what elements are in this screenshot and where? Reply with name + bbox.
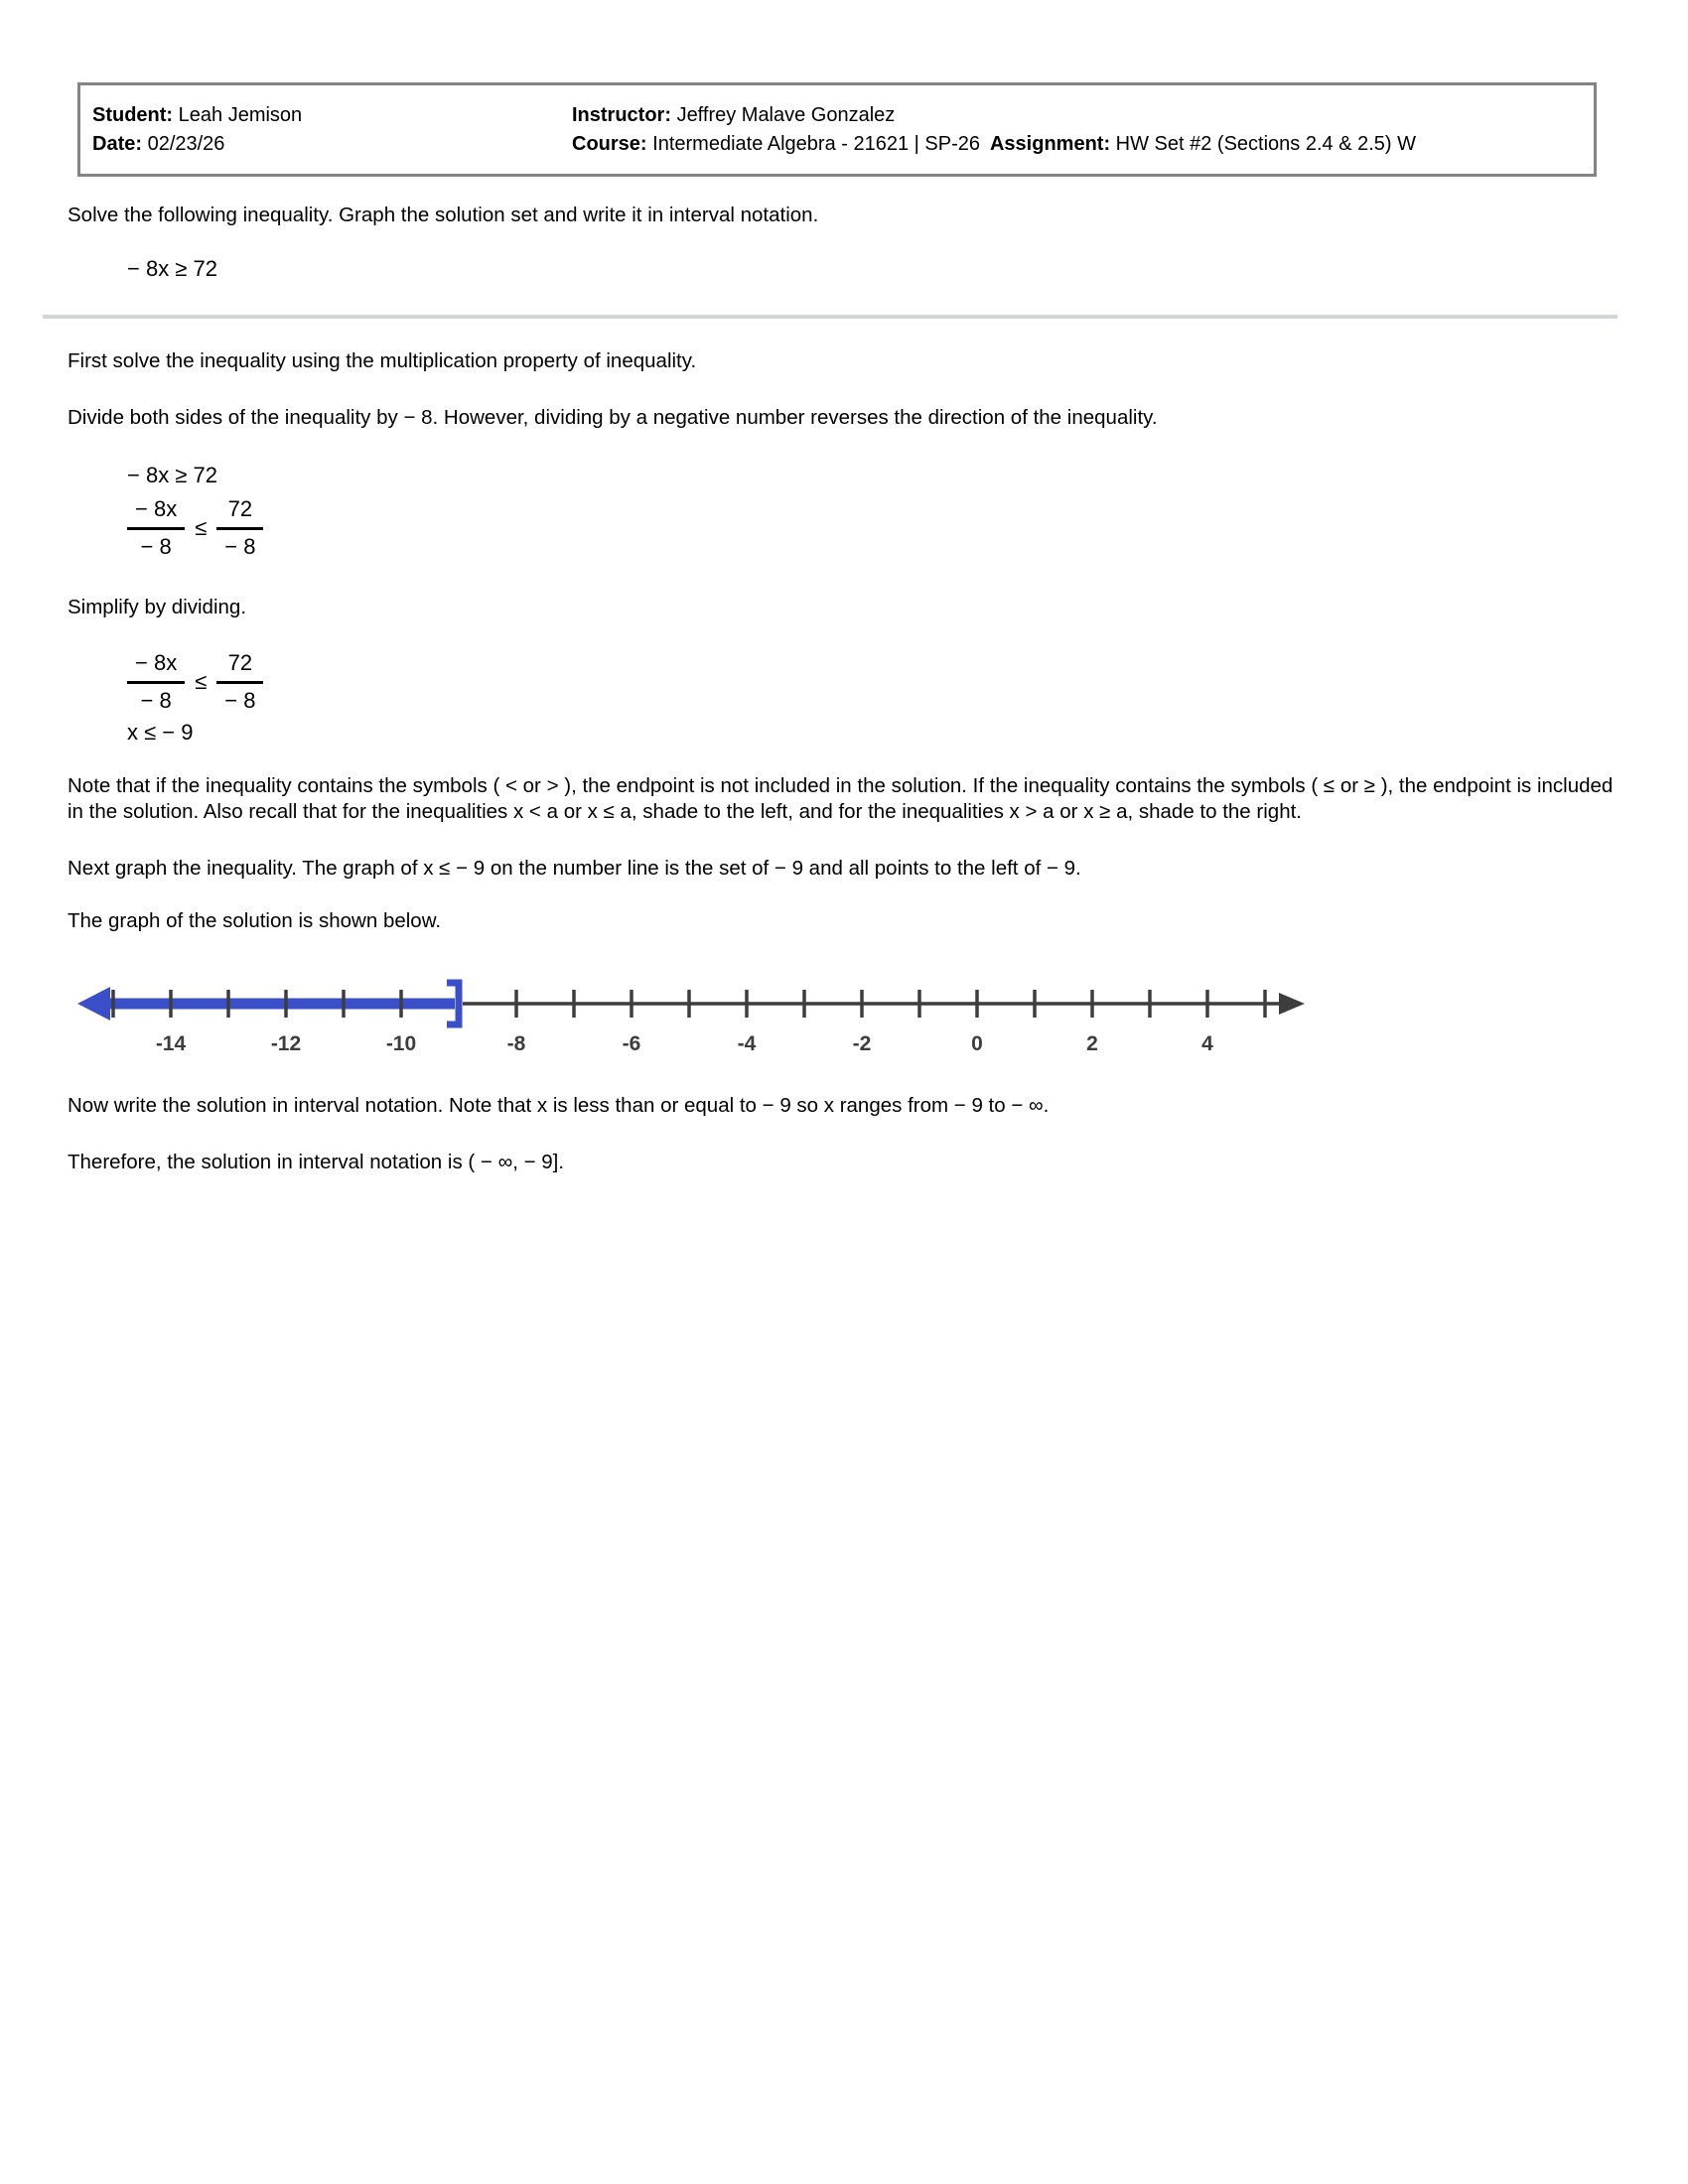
date-label: Date:	[92, 132, 143, 155]
date-value: 02/23/26	[147, 132, 225, 155]
svg-text:2: 2	[1086, 1032, 1098, 1056]
section-divider	[43, 315, 1618, 319]
svg-text:4: 4	[1201, 1032, 1213, 1056]
fraction-left-2-numerator: − 8x	[135, 649, 178, 675]
number-line-graph	[64, 964, 1618, 1071]
note-text: Note that if the inequality contains the symbols ( < or > ), the endpoint is not included in the solution. If the inequality contains the symbols ( ≤ or ≥ ), the endpoint is included in the solution. Also recall that for the inequalities x < a or x ≤ a, shade to the left, and for the inequalities x > a or x ≥ a, shade to the right.	[68, 773, 1614, 824]
fraction-right-2-numerator: 72	[227, 649, 253, 675]
svg-text:-2: -2	[852, 1032, 872, 1056]
fraction-right-denominator: − 8	[216, 527, 263, 562]
svg-text:0: 0	[971, 1032, 983, 1056]
svg-text:-14: -14	[155, 1032, 187, 1056]
course-label: Course:	[572, 132, 647, 155]
relation-symbol-2: ≤	[195, 668, 208, 694]
course-value: Intermediate Algebra - 21621 | SP-26	[652, 132, 980, 155]
student-name: Leah Jemison	[178, 103, 303, 126]
result-inequality: x ≤ − 9	[127, 720, 194, 746]
fraction-right	[216, 495, 263, 561]
date-field	[92, 130, 572, 159]
fraction-right-2	[216, 649, 263, 715]
header-right-column	[572, 101, 1582, 159]
graph-caption-text: The graph of the solution is shown below.	[68, 908, 442, 932]
svg-text:-10: -10	[385, 1032, 417, 1056]
fraction-right-numerator: 72	[227, 496, 253, 522]
assignment-label: Assignment:	[989, 132, 1111, 155]
instructor-name: Jeffrey Malave Gonzalez	[676, 103, 896, 126]
relation-symbol: ≤	[195, 514, 208, 540]
fraction-left-2-denominator: − 8	[127, 681, 185, 716]
fraction-left	[127, 495, 185, 561]
problem-inequality: − 8x ≥ 72	[127, 255, 217, 281]
instructor-field	[572, 101, 1582, 130]
fraction-left-denominator: − 8	[127, 527, 185, 562]
division-step-row	[127, 495, 1618, 561]
interval-intro-text: Now write the solution in interval notation. Note that x is less than or equal to − 9 so x ranges from − 9 to − ∞.	[68, 1093, 1050, 1117]
step-divide-text: Divide both sides of the inequality by − 8. However, dividing by a negative number reverses the direction of the inequality.	[68, 405, 1158, 429]
course-assignment-field	[572, 130, 1582, 159]
header-box	[77, 82, 1597, 177]
instructor-label: Instructor:	[572, 103, 671, 126]
simplify-text: Simplify by dividing.	[68, 596, 247, 619]
graph-intro-text: Next graph the inequality. The graph of x ≤ − 9 on the number line is the set of − 9 and all points to the left of − 9.	[68, 857, 1081, 880]
work-inequality: − 8x ≥ 72	[127, 462, 217, 487]
number-line-svg	[64, 964, 1315, 1063]
fraction-right-2-denominator: − 8	[216, 681, 263, 716]
svg-text:-8: -8	[506, 1032, 526, 1056]
simplified-step-row	[127, 649, 1618, 715]
fraction-left-numerator: − 8x	[135, 496, 178, 522]
student-label: Student:	[92, 103, 174, 126]
step-intro-text: First solve the inequality using the multiplication property of inequality.	[68, 349, 697, 373]
conclusion-text: Therefore, the solution in interval notation is ( − ∞, − 9].	[68, 1150, 565, 1173]
header-left-column	[92, 101, 572, 159]
problem-statement: Solve the following inequality. Graph the solution set and write it in interval notation.	[68, 204, 819, 226]
student-field	[92, 101, 572, 130]
svg-text:-6: -6	[622, 1032, 641, 1056]
svg-text:-12: -12	[270, 1032, 302, 1056]
assignment-value: HW Set #2 (Sections 2.4 & 2.5) W	[1115, 132, 1417, 155]
svg-text:-4: -4	[737, 1032, 757, 1056]
fraction-left-2	[127, 649, 185, 715]
